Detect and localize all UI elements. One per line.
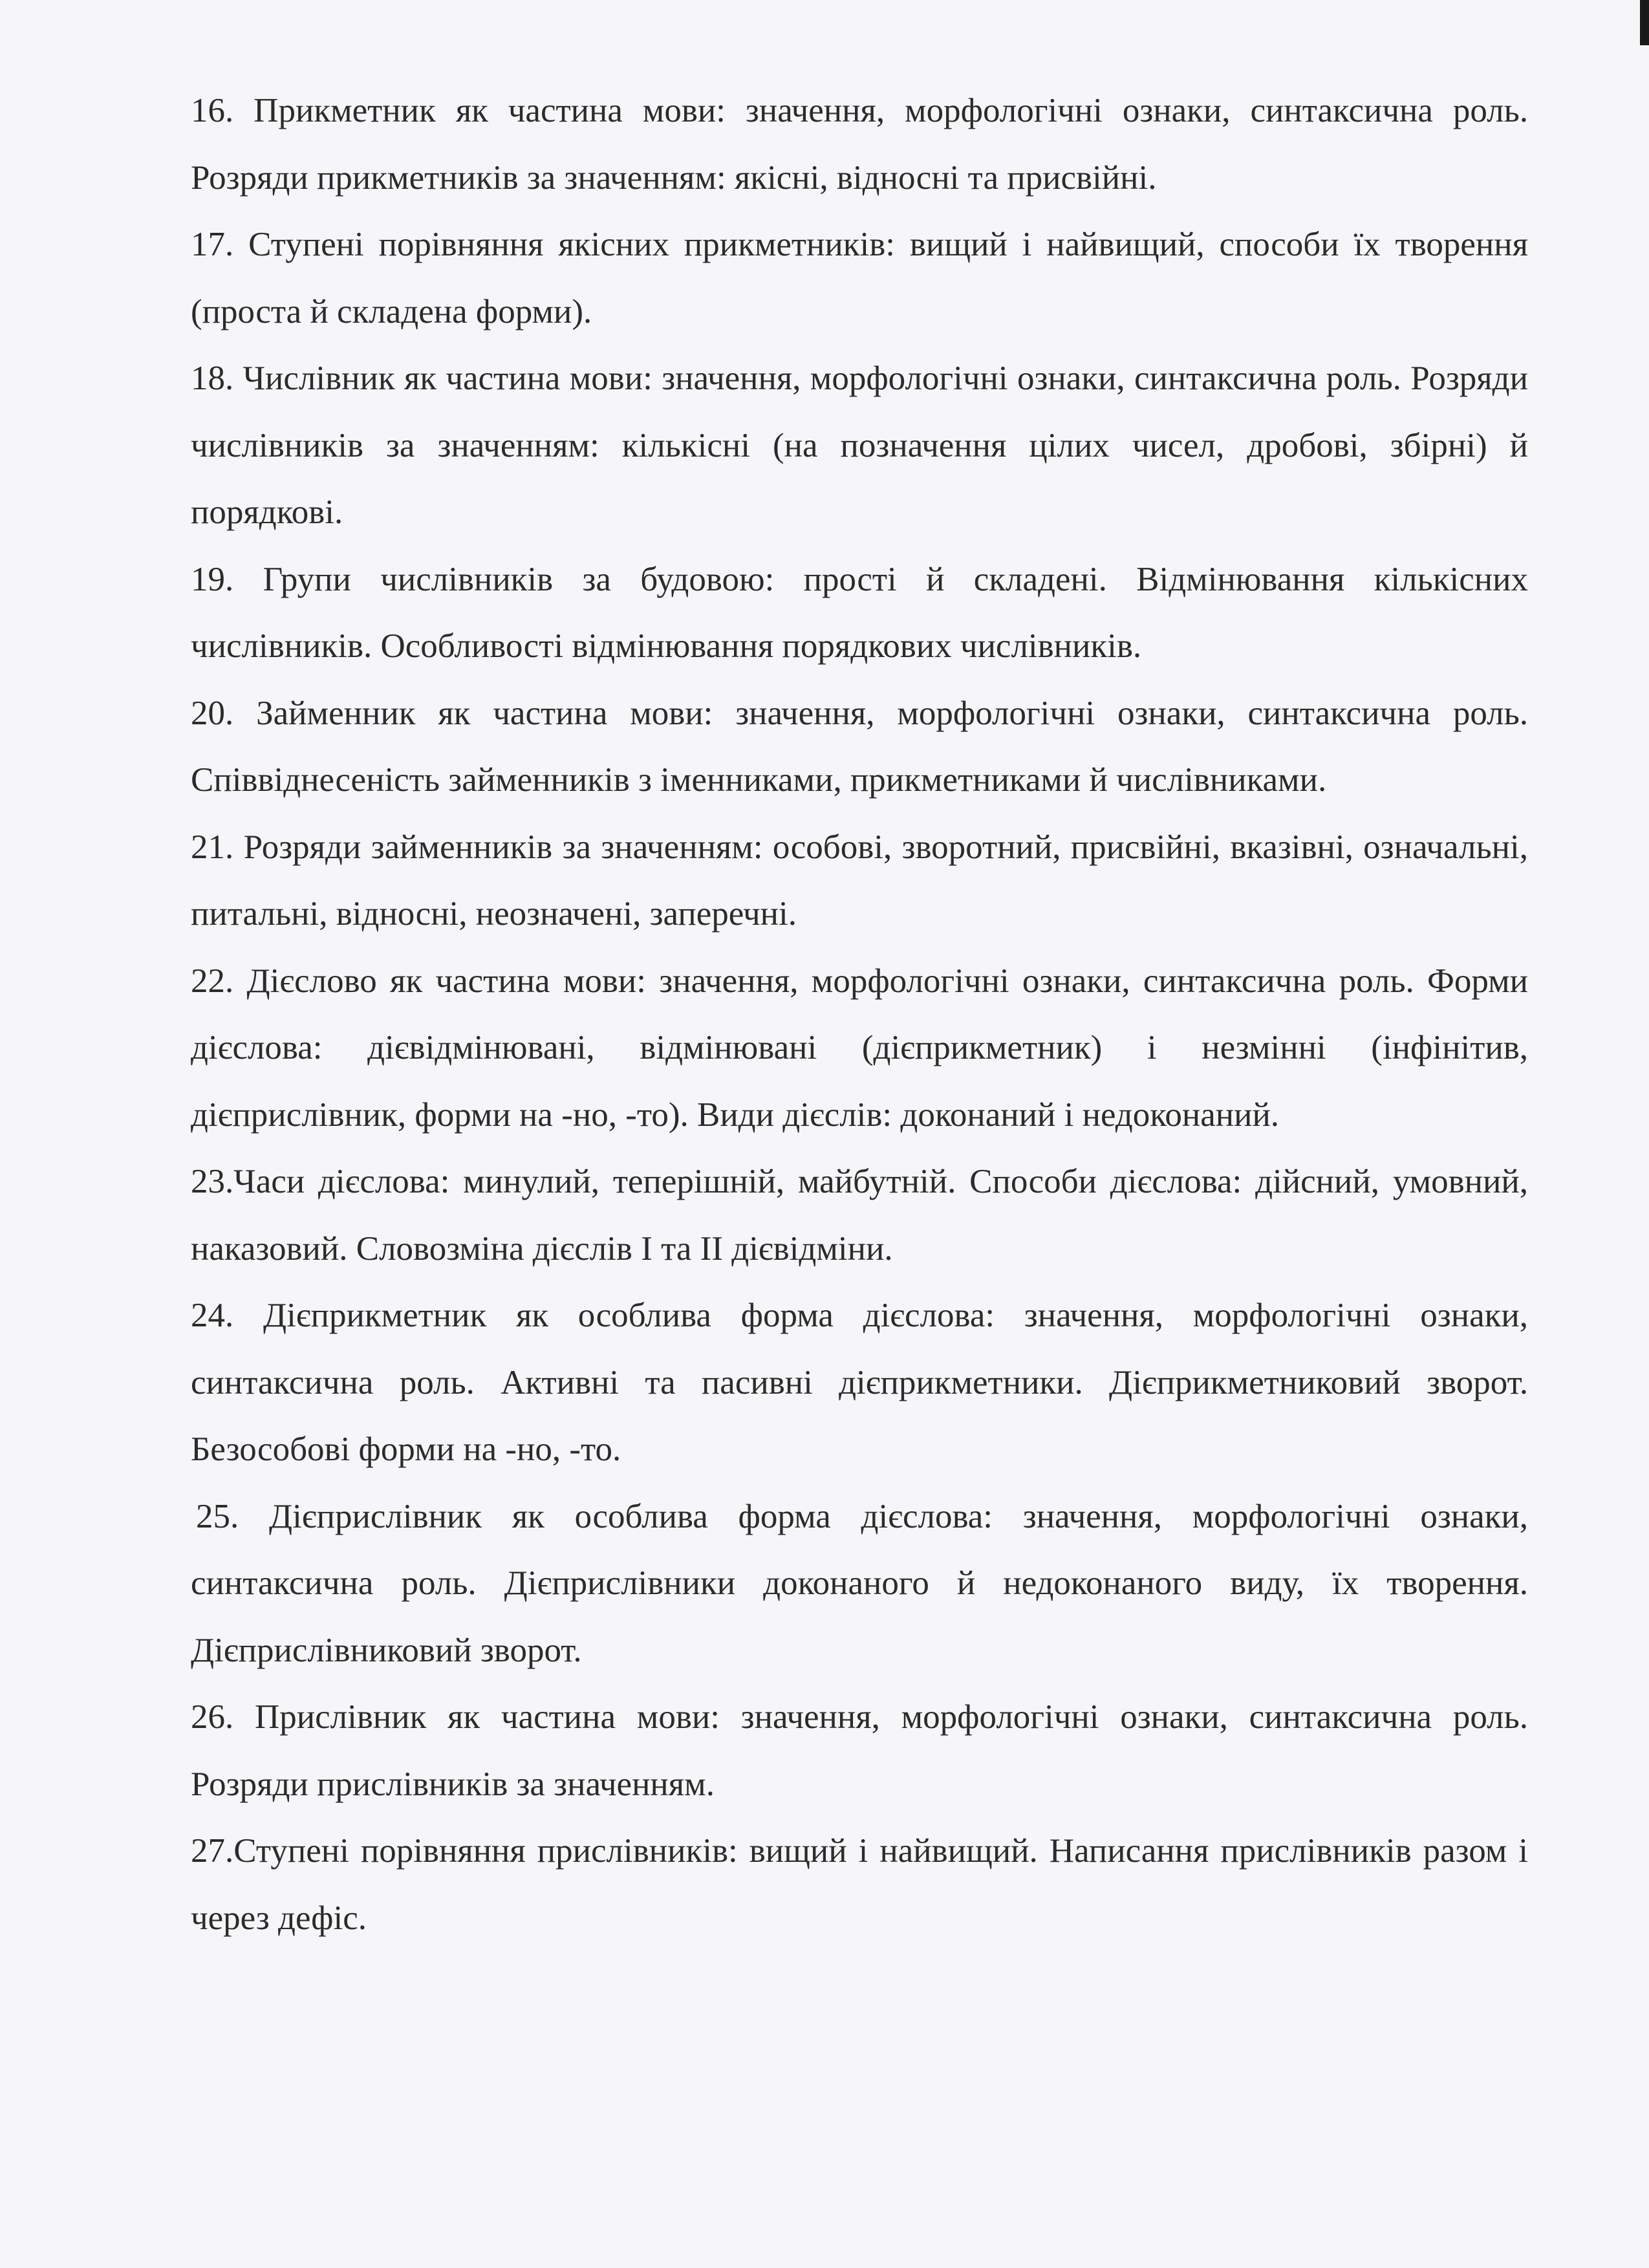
list-item-16: 16. Прикметник як частина мови: значення, морфологічні ознаки, синтаксична роль. Розряди прикметників за значенням: якісні, відносні та присвійні. — [191, 92, 1528, 197]
list-item-26: 26. Прислівник як частина мови: значення, морфологічні ознаки, синтаксична роль. Розряди прислівників за значенням. — [191, 1698, 1528, 1803]
list-item-20: 20. Займенник як частина мови: значення, морфологічні ознаки, синтаксична роль. Співвіднесеність займенників з іменниками, прикметниками й числівниками. — [191, 694, 1528, 799]
list-item-19: 19. Групи числівників за будовою: прості й складені. Відмінювання кількісних числівників. Особливості відмінювання порядкових числівників. — [191, 560, 1528, 665]
list-item-18: 18. Числівник як частина мови: значення, морфологічні ознаки, синтаксична роль. Розряди числівників за значенням: кількісні (на позначення цілих чисел, дробові, збірні) й порядкові. — [191, 360, 1528, 531]
list-item-23: 23.Часи дієслова: минулий, теперішній, майбутній. Способи дієслова: дійсний, умовний, наказовий. Словозміна дієслів I та II дієвідміни. — [191, 1163, 1528, 1268]
list-item-22: 22. Дієслово як частина мови: значення, морфологічні ознаки, синтаксична роль. Форми дієслова: дієвідмінювані, відмінювані (дієприкметник) і незмінні (інфінітив, дієприслівник, форми на -но, -то). Види дієслів: доконаний і недоконаний. — [191, 962, 1528, 1134]
list-item-17: 17. Ступені порівняння якісних прикметників: вищий і найвищий, способи їх творення (проста й складена форми). — [191, 226, 1528, 330]
list-item-27: 27.Ступені порівняння прислівників: вищий і найвищий. Написання прислівників разом і через дефіс. — [191, 1832, 1528, 1937]
list-item-25: 25. Дієприслівник як особлива форма дієслова: значення, морфологічні ознаки, синтаксична роль. Дієприслівники доконаного й недоконаного виду, їх творення. Дієприслівниковий зворот. — [191, 1497, 1528, 1669]
list-item-21: 21. Розряди займенників за значенням: особові, зворотний, присвійні, вказівні, означальні, питальні, відносні, неозначені, заперечні. — [191, 828, 1528, 933]
document-page — [191, 78, 1528, 1952]
list-item-24: 24. Дієприкметник як особлива форма дієслова: значення, морфологічні ознаки, синтаксична роль. Активні та пасивні дієприкметники. Дієприкметниковий зворот. Безособові форми на -но, -то. — [191, 1297, 1528, 1468]
scan-edge-shadow — [1640, 0, 1649, 45]
